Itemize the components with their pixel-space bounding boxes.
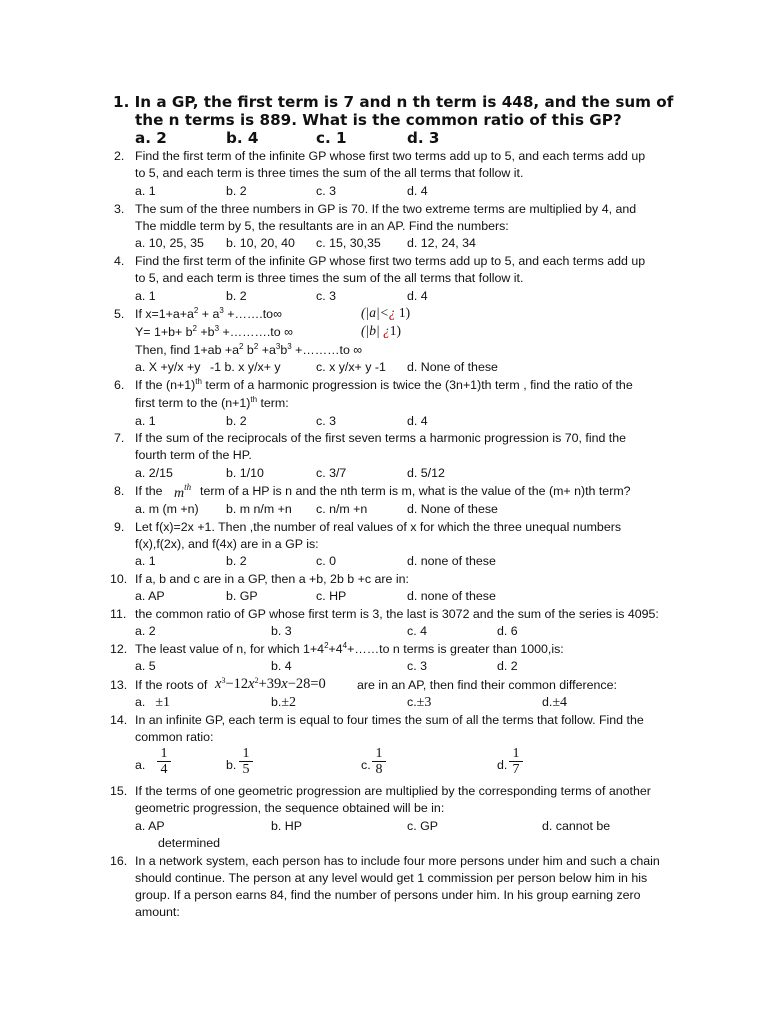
q8-line1-start: If the [135,484,163,498]
q9-option-a: a. 1 [135,554,156,568]
q6-option-b: b. 2 [226,414,247,428]
q15-option-d: d. cannot be [542,819,611,833]
q3-line2: The middle term by 5, the resultants are in an AP. Find the numbers: [135,219,509,233]
q7-line2: fourth term of the HP. [135,448,252,462]
q7-number: 7. [114,431,125,445]
q12-option-a: a. 5 [135,659,156,673]
q13-number: 13. [110,678,128,692]
q15-option-b: b. HP [271,819,302,833]
q13-option-a: a. ±1 [135,695,171,710]
q13-cubic-equation: $x^3-12x^2+39x-28=0$ [215,676,326,692]
q13-line1-start: If the roots of [135,678,208,692]
q9-option-d: d. none of these [407,554,496,568]
q16-number: 16. [110,854,128,868]
q6-line2: first term to the $(n+1)^{th}$ term: [135,395,289,410]
q3-option-a: a. 10, 25, 35 [135,236,204,250]
q8-m-symbol: $m^{th}$ [174,482,192,501]
q2-option-d: d. 4 [407,184,428,198]
q8-option-a: a. m (m +n) [135,502,199,516]
q12-option-c: c. 3 [407,659,427,673]
q9-line1: Let f(x)=2x +1. Then ,the number of real values of x for which the three unequal numbers [135,520,622,534]
q13-option-c: c.±3 [407,695,432,710]
q4-line2: to 5, and each term is three times the sum of the all terms that follow it. [135,271,524,285]
q11-option-c: c. 4 [407,624,427,638]
q4-option-d: d. 4 [407,289,428,303]
q14-option-d-fraction: $\frac{1}{7}$ [509,746,523,777]
q14-option-d-label: d. [497,758,508,772]
q16-line2: should continue. The person at any level would get 1 commission per person below him in his [135,871,648,885]
q15-option-c: c. GP [407,819,438,833]
q6-line1: If the $(n+1)^{th}$ term of a harmonic progression is twice the (3n+1)th term , find the ratio of the [135,377,633,392]
q13-option-b: b.±2 [271,695,297,710]
q13-line1-end: are in an AP, then find their common difference: [357,678,617,692]
q15-line1: If the terms of one geometric progression are multiplied by the corresponding terms of another [135,784,651,798]
q14-option-a-fraction: $\frac{1}{4}$ [157,746,171,777]
q4-option-c: c. 3 [316,289,336,303]
q4-option-a: a. 1 [135,289,156,303]
q11-option-d: d. 6 [497,624,518,638]
q11-option-a: a. 2 [135,624,156,638]
q8-option-b: b. m n/m +n [226,502,292,516]
q9-number: 9. [114,520,125,534]
q15-option-a: a. AP [135,819,165,833]
q2-option-c: c. 3 [316,184,336,198]
q12-option-d: d. 2 [497,659,518,673]
q13-option-d: d.±4 [542,695,568,710]
q5-y-condition: (|b| ¿1) [361,323,402,338]
q2-option-a: a. 1 [135,184,156,198]
q15-line2: geometric progression, the sequence obtained will be in: [135,801,445,815]
q3-option-d: d. 12, 24, 34 [407,236,476,250]
q9-line2: f(x),f(2x), and f(4x) are in a GP is: [135,537,319,551]
q6-option-a: a. 1 [135,414,156,428]
q2-line2: to 5, and each term is three times the sum of the all terms that follow it. [135,166,524,180]
q5-x-condition: (|a|<¿ 1) [361,305,411,320]
q10-option-b: b. GP [226,589,258,603]
q7-option-a: a. 2/15 [135,466,173,480]
q11-option-b: b. 3 [271,624,292,638]
q10-option-d: d. none of these [407,589,496,603]
q5-y-definition: $Y= 1+b+ b^2 +b^3$ +……….to ∞ [135,324,293,339]
q6-option-c: c. 3 [316,414,336,428]
q14-line2: common ratio: [135,730,214,744]
q8-option-c: c. n/m +n [316,502,368,516]
q7-option-c: c. 3/7 [316,466,347,480]
q4-number: 4. [114,254,125,268]
q14-option-b-fraction: $\frac{1}{5}$ [239,746,253,777]
q15-number: 15. [110,784,128,798]
q2-option-b: b. 2 [226,184,247,198]
q2-number: 2. [114,149,125,163]
q4-option-b: b. 2 [226,289,247,303]
q10-line1: If a, b and c are in a GP, then a +b, 2b b +c are in: [135,572,409,586]
q6-option-d: d. 4 [407,414,428,428]
q1-option-c: c. 1 [316,129,347,147]
q4-line1: Find the first term of the infinite GP whose first two terms add up to 5, and each terms add up [135,254,646,268]
q3-number: 3. [114,202,125,216]
q8-line1-end: term of a HP is n and the nth term is m, what is the value of the (m+ n)th term? [200,484,631,498]
q7-option-d: d. 5/12 [407,466,445,480]
q14-number: 14. [110,713,128,727]
q7-option-b: b. 1/10 [226,466,264,480]
q12-option-b: b. 4 [271,659,292,673]
q1-line1: 1. In a GP, the first term is 7 and n th term is 448, and the sum of [113,93,674,111]
q14-option-a-label: a. [135,758,146,772]
q16-line3: group. If a person earns 84, find the number of persons under him. In his group earning zero [135,888,641,902]
q10-option-c: c. HP [316,589,347,603]
q1-line2: the n terms is 889. What is the common ratio of this GP? [135,111,622,129]
q16-line4: amount: [135,905,180,919]
q5-find-expression: Then, find $1+ab +a^2$ $b^2 +a^3b^3$ +………to ∞ [135,342,363,357]
q8-number: 8. [114,484,125,498]
q9-option-c: c. 0 [316,554,336,568]
q11-line1: the common ratio of GP whose first term is 3, the last is 3072 and the sum of the series is 4095: [135,607,659,621]
q14-line1: In an infinite GP, each term is equal to four times the sum of all the terms that follow. Find the [135,713,644,727]
q10-option-a: a. AP [135,589,165,603]
q5-option-a: a. X +y/x +y [135,360,201,374]
q5-number: 5. [114,307,125,321]
q14-option-c-fraction: $\frac{1}{8}$ [372,746,386,777]
q1-option-a: a. 2 [135,129,167,147]
q6-number: 6. [114,378,125,392]
q9-option-b: b. 2 [226,554,247,568]
q3-option-c: c. 15, 30,35 [316,236,381,250]
q5-x-definition: If $x=1+a+a^2 + a^3$ +…….to∞ [135,306,282,321]
q14-option-b-label: b. [226,758,237,772]
q1-option-b: b. 4 [226,129,259,147]
q15-option-d-continued: determined [158,836,220,850]
q12-line1: The least value of n, for which $1+4^2+4^4+\dots\dots to$ n terms is greater than 1000,is: [135,641,564,656]
q3-line1: The sum of the three numbers in GP is 70. If the two extreme terms are multiplied by 4, and [135,202,637,216]
q5-option-d: d. None of these [407,360,498,374]
q11-number: 11. [110,607,127,621]
q5-option-c: c. x y/x+ y -1 [316,360,386,374]
q10-number: 10. [110,572,128,586]
q5-option-b: -1 b. x y/x+ y [210,360,281,374]
q1-option-d: d. 3 [407,129,440,147]
q7-line1: If the sum of the reciprocals of the first seven terms a harmonic progression is 70, find the [135,431,627,445]
q14-option-c-label: c. [361,758,371,772]
q2-line1: Find the first term of the infinite GP whose first two terms add up to 5, and each terms add up [135,149,646,163]
q12-number: 12. [110,642,128,656]
q16-line1: In a network system, each person has to include four more persons under him and such a chain [135,854,660,868]
q3-option-b: b. 10, 20, 40 [226,236,295,250]
q8-option-d: d. None of these [407,502,498,516]
